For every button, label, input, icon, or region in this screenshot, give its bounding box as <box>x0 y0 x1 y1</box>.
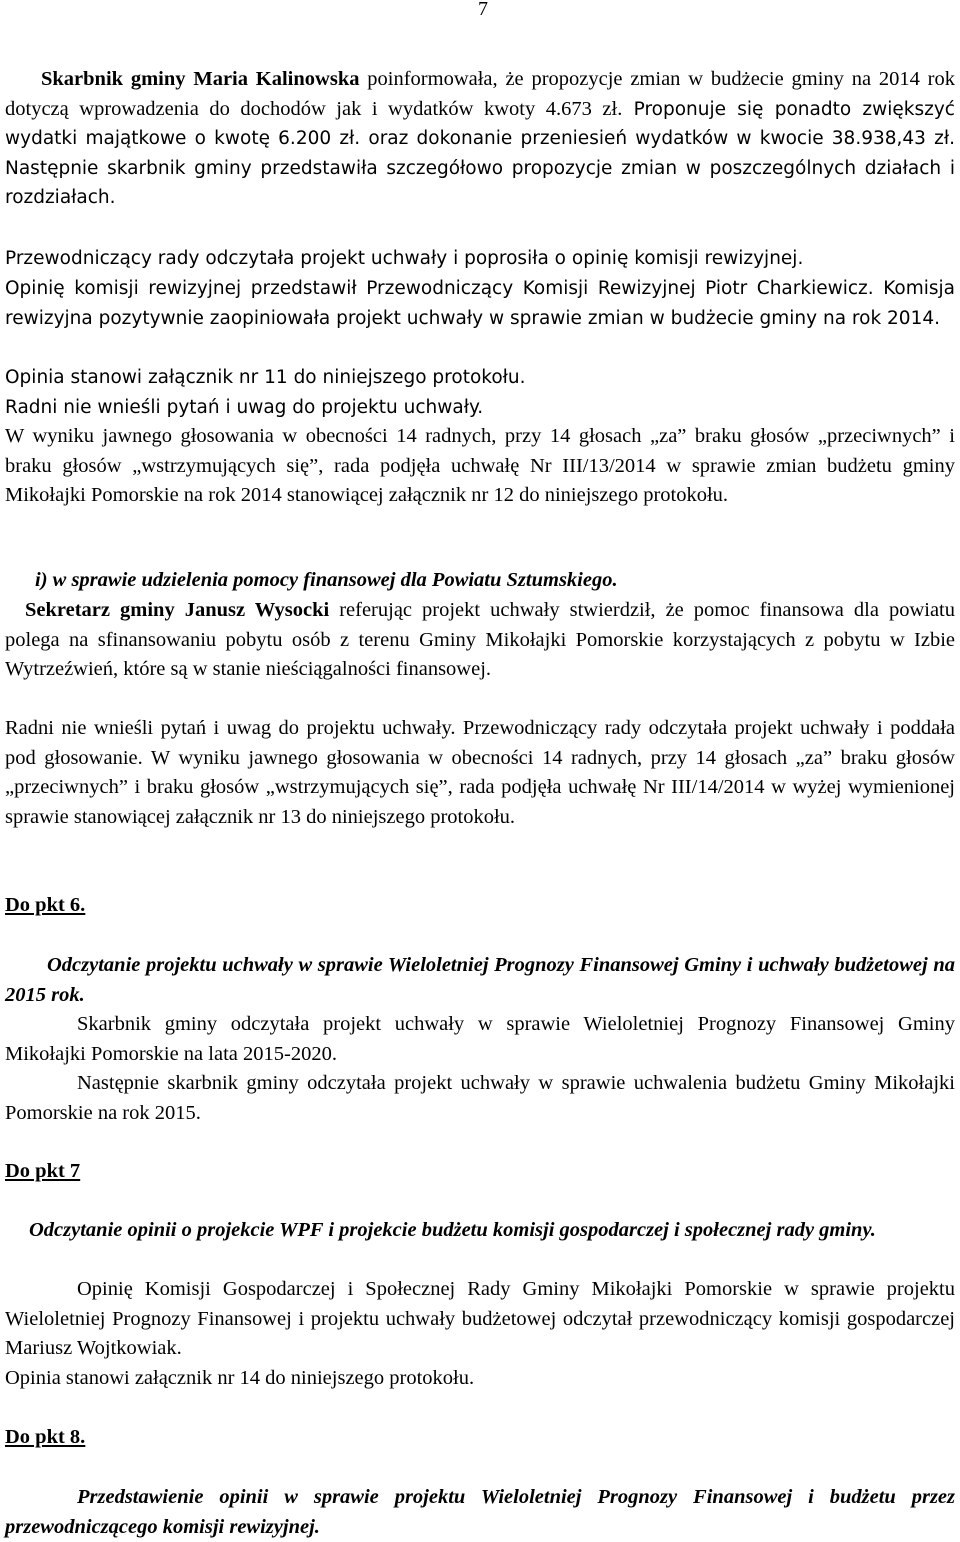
paragraph-line: Radni nie wnieśli pytań i uwag do projektu uchwały. <box>5 397 484 418</box>
paragraph-text: poinformowała, że propozycje zmian w budżecie gminy na 2014 rok dotyczą wprowadzenia do dochodów jak i wydatków kwoty 4.673 zł. <box>5 68 955 120</box>
paragraph-glosowanie-13: W wyniku jawnego głosowania w obecności 14 radnych, przy 14 głosach „za” braku głosów „przeciwnych” i braku głosów „wstrzymujących się”, rada podjęła uchwałę Nr III/13/2014 w sprawie zmian budżetu gminy Mikołajki Pomorskie na rok 2014 stanowiącej załącznik nr 12 do niniejszego protokołu. <box>5 425 955 507</box>
paragraph-pkt-7-opinia: Opinię Komisji Gospodarczej i Społecznej Rady Gminy Mikołajki Pomorskie w sprawie projektu Wieloletniej Prognozy Finansowej i projektu uchwały budżetowej odczytał przewodniczący komisji gospodarczej Mariusz Wojtkowiak. <box>5 1278 955 1360</box>
heading-pkt-7: Do pkt 7 <box>5 1160 81 1182</box>
title-pkt-7: Odczytanie opinii o projekcie WPF i projekcie budżetu komisji gospodarczej i społecznej rady gminy. <box>29 1219 876 1241</box>
paragraph-sekretarz <box>5 596 955 685</box>
paragraph-skarbnik <box>5 65 955 213</box>
paragraph-text: Proponuje się ponadto zwiększyć wydatki majątkowe o kwotę 6.200 zł. oraz dokonanie przeniesień wydatków w kwocie 38.938,43 zł. Następnie skarbnik gminy przedstawiła szczegółowo propozycje zmian w poszczególnych działach i rozdziałach. <box>5 98 955 209</box>
paragraph-pkt-6-budzet: Następnie skarbnik gminy odczytała projekt uchwały w sprawie uchwalenia budżetu Gminy Mikołajki Pomorskie na rok 2015. <box>5 1072 955 1124</box>
speaker-name: Sekretarz gminy Janusz Wysocki <box>25 599 330 621</box>
speaker-name: Skarbnik gminy Maria Kalinowska <box>41 68 360 90</box>
paragraph-text: referując projekt uchwały stwierdził, że pomoc finansowa dla powiatu polega na sfinansowaniu pobytu osób z terenu Gminy Mikołajki Pomorskie korzystających z pobytu w Izbie Wytrzeźwień, które są w stanie nieściągalności finansowej. <box>5 599 955 681</box>
paragraph-przewodniczacy <box>5 244 955 274</box>
section-i-heading: i) w sprawie udzielenia pomocy finansowej dla Powiatu Sztumskiego. <box>35 569 618 591</box>
title-pkt-8: Przedstawienie opinii w sprawie projektu Wieloletniej Prognozy Finansowej i budżetu przez przewodniczącego komisji rewizyjnej. <box>5 1486 955 1538</box>
paragraph-pkt-6-wpf: Skarbnik gminy odczytała projekt uchwały w sprawie Wieloletniej Prognozy Finansowej Gminy Mikołajki Pomorskie na lata 2015-2020. <box>5 1013 955 1065</box>
paragraph-zalacznik-11 <box>5 363 955 393</box>
title-pkt-6: Odczytanie projektu uchwały w sprawie Wieloletniej Prognozy Finansowej Gminy i uchwały budżetowej na 2015 rok. <box>5 954 955 1006</box>
paragraph-line: Opinia stanowi załącznik nr 11 do niniejszego protokołu. <box>5 367 526 388</box>
heading-pkt-6: Do pkt 6. <box>5 894 86 916</box>
paragraph-line: Opinię komisji rewizyjnej przedstawił Przewodniczący Komisji Rewizyjnej Piotr Charkiewicz. Komisja rewizyjna pozytywnie zaopiniowała projekt uchwały w sprawie zmian w budżecie gminy na rok 2014. <box>5 278 955 329</box>
heading-pkt-8: Do pkt 8. <box>5 1426 86 1448</box>
paragraph-zalacznik-14: Opinia stanowi załącznik nr 14 do niniejszego protokołu. <box>5 1367 475 1389</box>
page-number: 7 <box>478 0 488 20</box>
paragraph-opinia-komisji <box>5 274 955 333</box>
paragraph-glosowanie-14: Radni nie wnieśli pytań i uwag do projektu uchwały. Przewodniczący rady odczytała projekt uchwały i poddała pod głosowanie. W wyniku jawnego głosowania w obecności 14 radnych, przy 14 głosach „za” braku głosów „przeciwnych” i braku głosów „wstrzymujących się”, rada podjęła uchwałę Nr III/14/2014 w wyżej wymienionej sprawie stanowiącej załącznik nr 13 do niniejszego protokołu. <box>5 717 955 828</box>
paragraph-line: Przewodniczący rady odczytała projekt uchwały i poprosiła o opinię komisji rewizyjnej. <box>5 248 804 269</box>
paragraph-radni <box>5 393 955 423</box>
